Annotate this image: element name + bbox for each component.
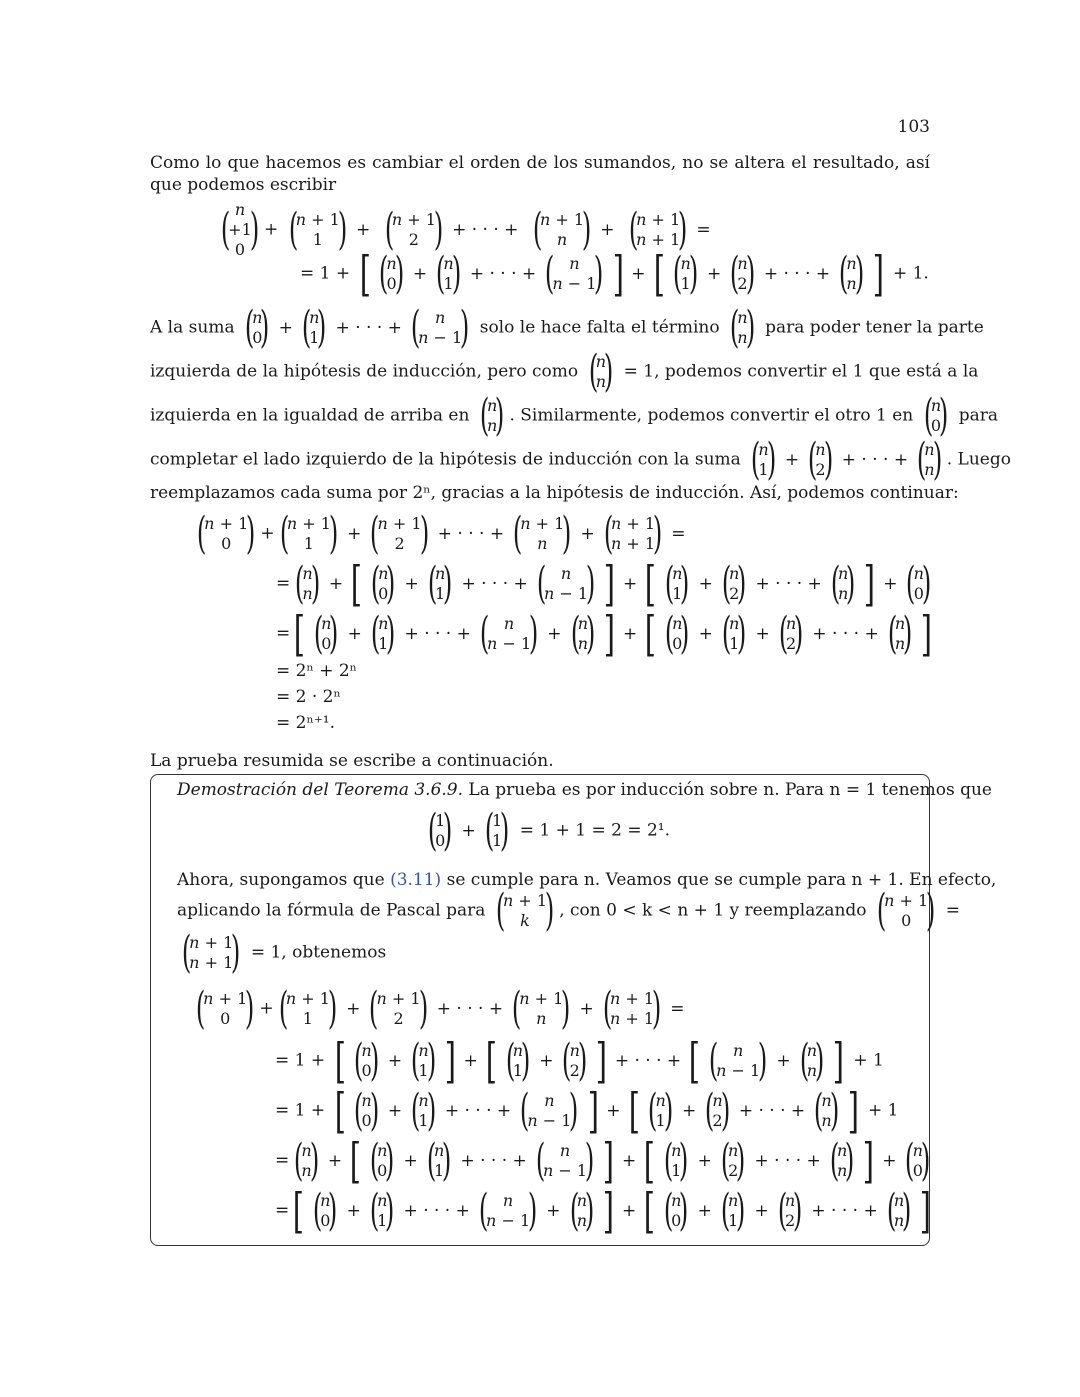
equation-2-line-2: = ( n n ) + [ ( n 0 ) + ( n 1 ) + · · · + ( n n − 1 ) ] + [ ( n 1 ) + ( n 2 ) + · · · + ( n n ) ] + ( n 0 )	[276, 556, 932, 612]
proof-eq-line-5: =[ ( n 0 ) + ( n 1 ) + · · · + ( n n − 1 ) + ( n n ) ] + [ ( n 0 ) + ( n 1 ) + ( n 2 ) + · · · + ( n n ) ]	[275, 1183, 932, 1239]
proof-line-1: Demostración del Teorema 3.6.9. La prueba es por inducción sobre n. Para n = 1 tenemos que	[177, 780, 992, 800]
proof-eq-line-4: = ( n n ) + [ ( n 0 ) + ( n 1 ) + · · · + ( n n − 1 ) ] + [ ( n 1 ) + ( n 2 ) + · · · + ( n n ) ] + ( n 0 )	[275, 1133, 931, 1189]
proof-eq-line-3: = 1 + [ ( n 0 ) + ( n 1 ) + · · · + ( n n − 1 ) ] + [ ( n 1 ) + ( n 2 ) + · · · + ( n n ) ] + 1	[275, 1083, 899, 1139]
proof-eq-line-1: ( n + 1 0 ) + ( n + 1 1 ) + ( n + 1 2 ) + · · · + ( n + 1 n ) + ( n + 1 n + 1 ) =	[195, 983, 685, 1034]
page-number: 103	[897, 117, 930, 137]
equation-2-line-4: = 2ⁿ + 2ⁿ	[276, 661, 358, 681]
proof-line-4: ( n + 1 n + 1 ) = 1, obtenemos	[181, 927, 387, 978]
para2-line-5: reemplazamos cada suma por 2ⁿ, gracias a la hipótesis de inducción. Así, podemos continuar:	[150, 483, 959, 503]
para2-line-2: izquierda de la hipótesis de inducción, pero como ( n n ) = 1, podemos convertir el 1 que está a la	[150, 346, 979, 397]
equation-1-line-1: ( n +1 0 ) + ( n + 1 1 ) + ( n + 1 2 ) + · · · + ( n + 1 n ) + ( n + 1 n + 1 ) =	[220, 200, 711, 259]
proof-base-case: ( 1 0 ) + ( 1 1 ) = 1 + 1 = 2 = 2¹.	[427, 805, 671, 856]
proof-line-3: aplicando la fórmula de Pascal para ( n + 1 k ) , con 0 < k < n + 1 y reemplazando ( n + 1 0 ) =	[177, 885, 961, 936]
equation-2-line-3: =[ ( n 0 ) + ( n 1 ) + · · · + ( n n − 1 ) + ( n n ) ] + [ ( n 0 ) + ( n 1 ) + ( n 2 ) + · · · + ( n n ) ]	[276, 606, 933, 662]
equation-2-line-5: = 2 · 2ⁿ	[276, 687, 341, 707]
proof-title: Demostración del Teorema 3.6.9.	[177, 780, 464, 800]
para2-line-1: A la suma ( n 0 ) + ( n 1 ) + · · · + ( n n − 1 ) solo le hace falta el término ( n n ) para poder tener la parte	[150, 302, 984, 353]
equation-reference-link[interactable]: (3.11)	[390, 870, 442, 890]
para2-line-3: izquierda en la igualdad de arriba en ( n n ) . Similarmente, podemos convertir el otro 1 en ( n 0 ) para	[150, 390, 998, 441]
proof-line-2: Ahora, supongamos que (3.11) se cumple para n. Veamos que se cumple para n + 1. En efecto,	[177, 870, 997, 890]
para2-line-4: completar el lado izquierdo de la hipótesis de inducción con la suma ( n 1 ) + ( n 2 ) + · · · + ( n n ) . Luego	[150, 434, 1011, 485]
equation-2-line-1: ( n + 1 0 ) + ( n + 1 1 ) + ( n + 1 2 ) + · · · + ( n + 1 n ) + ( n + 1 n + 1 ) =	[196, 508, 686, 559]
proof-eq-line-2: = 1 + [ ( n 0 ) + ( n 1 ) ] + [ ( n 1 ) + ( n 2 ) ] + · · · + [ ( n n − 1 ) + ( n n ) ] + 1	[275, 1033, 884, 1089]
equation-2-line-6: = 2ⁿ⁺¹.	[276, 713, 336, 733]
summary-text: La prueba resumida se escribe a continuación.	[150, 751, 554, 771]
intro-paragraph: Como lo que hacemos es cambiar el orden de los sumandos, no se altera el resultado, así que podemos escribir	[150, 153, 930, 196]
proof-box	[150, 774, 997, 1246]
equation-1-line-2: = 1 + [ ( n 0 ) + ( n 1 ) + · · · + ( n n − 1 ) ] + [ ( n 1 ) + ( n 2 ) + · · · + ( n n ) ] + 1.	[300, 246, 929, 302]
